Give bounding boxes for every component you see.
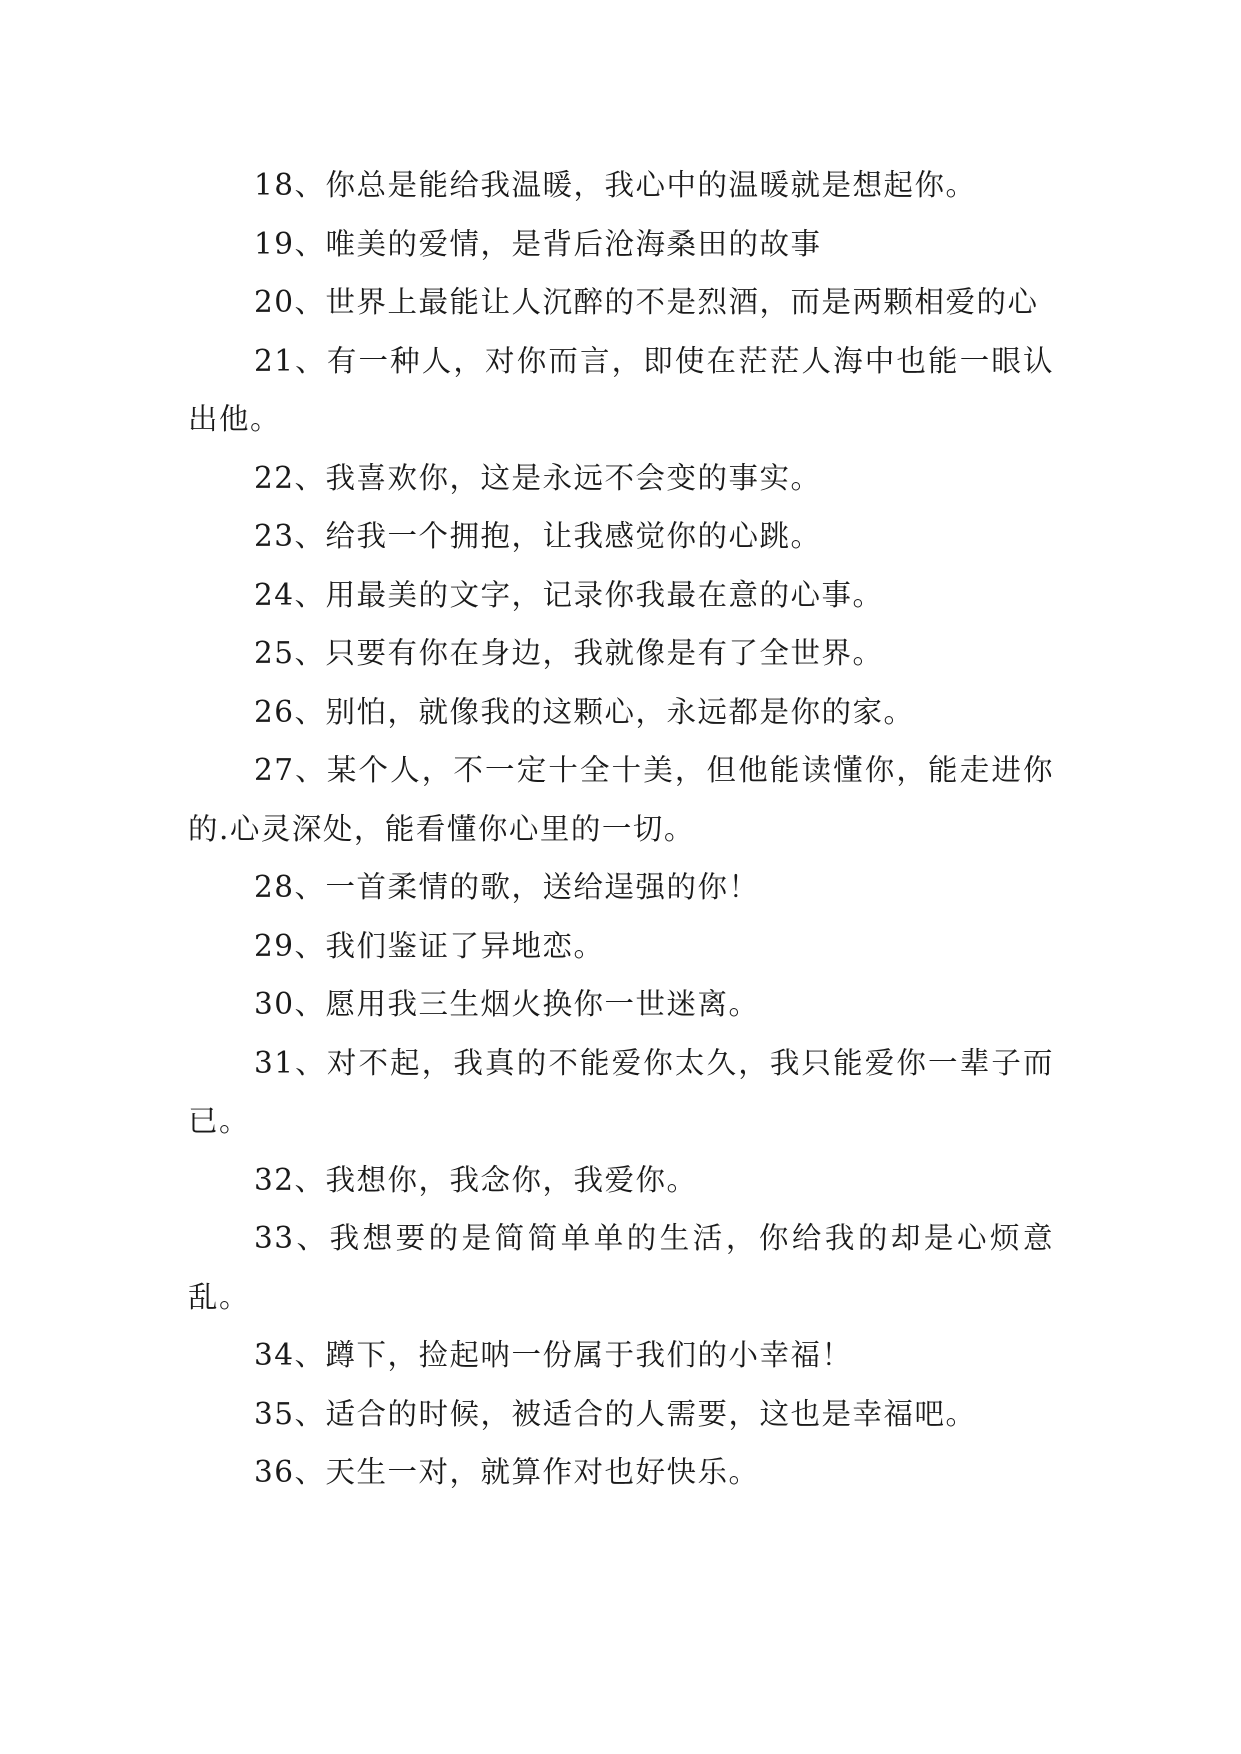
paragraph-31: 31、对不起，我真的不能爱你太久，我只能爱你一辈子而已。 (188, 1045, 1054, 1138)
paragraph-25: 25、只要有你在身边，我就像是有了全世界。 (254, 636, 884, 670)
paragraph-32: 32、我想你，我念你，我爱你。 (254, 1162, 698, 1197)
paragraph-26: 26、别怕，就像我的这颗心，永远都是你的家。 (254, 694, 915, 729)
document-body (188, 156, 1054, 1502)
paragraph-21: 21、有一种人，对你而言，即使在茫茫人海中也能一眼认出他。 (188, 343, 1054, 436)
paragraph-18: 18、你总是能给我温暖，我心中的温暖就是想起你。 (254, 168, 977, 202)
paragraph-29: 29、我们鉴证了异地恋。 (254, 928, 605, 963)
paragraph-20: 20、世界上最能让人沉醉的不是烈酒，而是两颗相爱的心 (254, 285, 1039, 319)
paragraph-23: 23、给我一个拥抱，让我感觉你的心跳。 (254, 519, 822, 553)
paragraph-24: 24、用最美的文字，记录你我最在意的心事。 (254, 577, 884, 612)
paragraph-35: 35、适合的时候，被适合的人需要，这也是幸福吧。 (254, 1396, 977, 1431)
paragraph-19: 19、唯美的爱情，是背后沧海桑田的故事 (254, 226, 822, 261)
paragraph-36: 36、天生一对，就算作对也好快乐。 (254, 1455, 760, 1489)
paragraph-22: 22、我喜欢你，这是永远不会变的事实。 (254, 460, 822, 495)
paragraph-33: 33、我想要的是简简单单的生活，你给我的却是心烦意乱。 (188, 1221, 1054, 1314)
paragraph-30: 30、愿用我三生烟火换你一世迷离。 (254, 987, 760, 1021)
paragraph-28: 28、一首柔情的歌，送给逞强的你！ (254, 870, 760, 904)
paragraph-27: 27、某个人，不一定十全十美，但他能读懂你，能走进你的.心灵深处，能看懂你心里的一切。 (188, 753, 1054, 846)
paragraph-34: 34、蹲下，捡起呐一份属于我们的小幸福！ (254, 1338, 853, 1372)
